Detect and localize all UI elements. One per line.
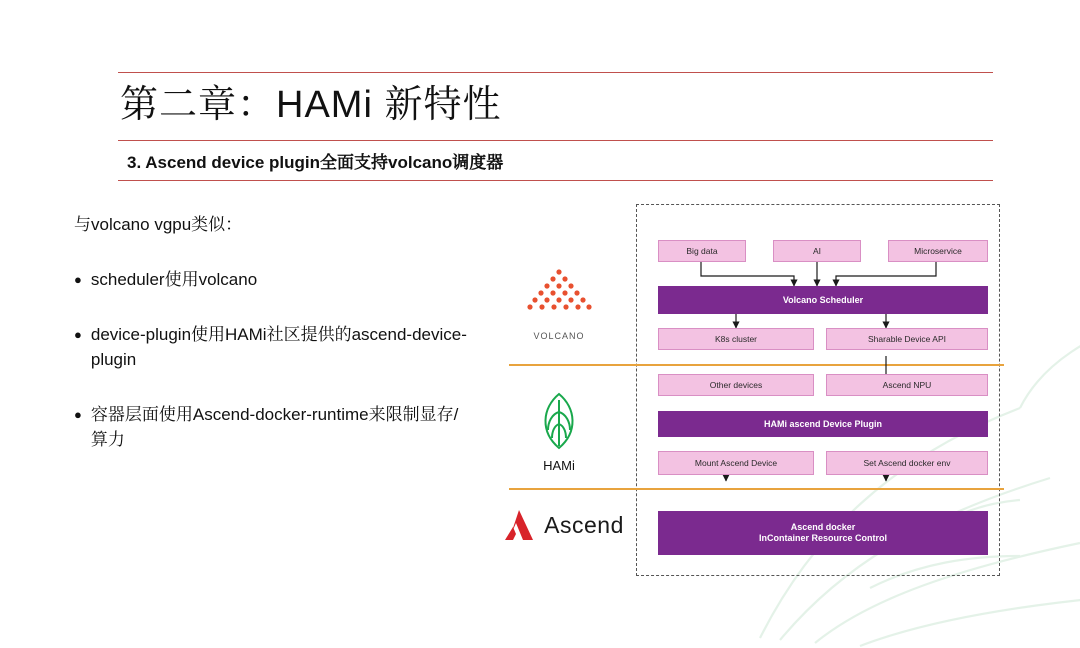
architecture-diagram [476, 196, 1016, 586]
bullet-marker-icon: ● [74, 327, 82, 342]
bullet-list [74, 210, 474, 482]
title-rule-middle [118, 140, 993, 141]
hami-logo [504, 390, 614, 473]
list-item [74, 402, 474, 452]
list-item [74, 267, 474, 292]
node-set-ascend-docker-env[interactable]: Set Ascend docker env [826, 451, 988, 475]
node-ascend-docker-line2: InContainer Resource Control [758, 533, 887, 543]
node-hami-ascend-device-plugin[interactable]: HAMi ascend Device Plugin [658, 411, 988, 437]
list-item [74, 322, 474, 372]
ascend-logo-icon [502, 508, 536, 542]
bullet-marker-icon: ● [74, 272, 82, 287]
node-microservice[interactable]: Microservice [888, 240, 988, 262]
bullet-text: scheduler使用volcano [90, 270, 258, 289]
page-title: 第二章：HAMi 新特性 [120, 84, 502, 126]
title-rule-top [118, 72, 993, 73]
node-k8s-cluster[interactable]: K8s cluster [658, 328, 814, 350]
node-ai[interactable]: AI [773, 240, 861, 262]
node-big-data[interactable]: Big data [658, 240, 746, 262]
ascend-logo [488, 508, 638, 542]
bullet-text: 容器层面使用Ascend-docker-runtime来限制显存/算力 [90, 405, 459, 449]
node-sharable-device-api[interactable]: Sharable Device API [826, 328, 988, 350]
ascend-logo-caption: Ascend [544, 511, 624, 538]
node-ascend-npu[interactable]: Ascend NPU [826, 374, 988, 396]
section-title: 3. Ascend device plugin全面支持volcano调度器 [127, 153, 504, 172]
bullet-lead-text: 与volcano vgpu类似： [74, 215, 243, 234]
node-other-devices[interactable]: Other devices [658, 374, 814, 396]
node-mount-ascend-device[interactable]: Mount Ascend Device [658, 451, 814, 475]
volcano-logo [504, 266, 614, 341]
diagram-divider-lower [509, 488, 1004, 490]
node-ascend-docker-line1: Ascend docker [790, 522, 856, 532]
node-ascend-docker[interactable] [658, 511, 988, 555]
bullet-marker-icon: ● [74, 407, 82, 422]
volcano-logo-caption: VOLCANO [533, 331, 585, 341]
node-volcano-scheduler[interactable]: Volcano Scheduler [658, 286, 988, 314]
hami-logo-caption: HAMi [543, 458, 575, 473]
diagram-divider-upper [509, 364, 1004, 366]
bullet-text: device-plugin使用HAMi社区提供的ascend-device-plugin [90, 325, 467, 369]
title-rule-bottom [118, 180, 993, 181]
volcano-logo-icon [523, 266, 595, 324]
hami-logo-icon [528, 390, 590, 452]
